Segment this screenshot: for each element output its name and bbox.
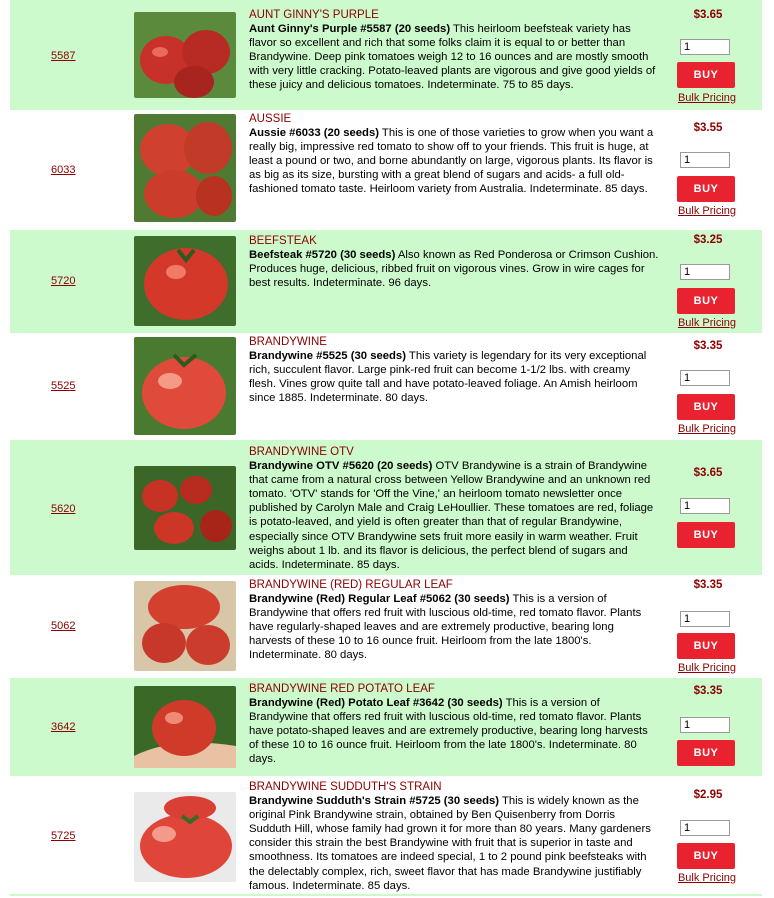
row-divider <box>10 894 762 896</box>
product-name: Aunt Ginny's Purple #5587 (20 seeds) <box>249 23 451 36</box>
product-row <box>10 575 762 678</box>
product-name: Beefsteak #5720 (30 seeds) <box>249 249 396 262</box>
quantity-input[interactable] <box>680 498 730 514</box>
product-row <box>10 440 762 575</box>
quantity-input[interactable] <box>680 152 730 168</box>
buy-button[interactable]: BUY <box>677 522 735 548</box>
sku-link[interactable]: 6033 <box>51 164 76 176</box>
bulk-pricing-link[interactable]: Bulk Pricing <box>677 872 737 884</box>
product-title[interactable]: BRANDYWINE OTV <box>249 446 354 458</box>
bulk-pricing-link[interactable]: Bulk Pricing <box>677 662 737 674</box>
quantity-input[interactable] <box>680 820 730 836</box>
buy-button[interactable]: BUY <box>677 288 735 314</box>
product-name: Brandywine (Red) Potato Leaf #3642 (30 seeds) <box>249 697 503 710</box>
quantity-input[interactable] <box>680 264 730 280</box>
product-name: Brandywine OTV #5620 (20 seeds) <box>249 460 433 473</box>
quantity-input[interactable] <box>680 611 730 627</box>
product-description <box>249 112 659 197</box>
product-description <box>249 335 659 405</box>
product-name: Brandywine (Red) Regular Leaf #5062 (30 seeds) <box>249 593 510 606</box>
sku-link[interactable]: 5720 <box>51 275 76 287</box>
product-title[interactable]: BRANDYWINE RED POTATO LEAF <box>249 683 435 695</box>
sku-link[interactable]: 5525 <box>51 380 76 392</box>
product-description <box>249 445 659 572</box>
buy-button[interactable]: BUY <box>677 740 735 766</box>
price: $3.55 <box>693 122 723 134</box>
description-text: This is one of those varieties to grow when you want a really big, impressive red tomato to show off to your friends. This fruit is huge, at least a pound or two, and borne abundantly on large, vigorous plants. Its flavor is as big as its size, bursting with a great blend of sugars and acids- a full old-fashioned tomato taste. Heirloom variety from Australia. Indeterminate. 85 days. <box>249 127 654 196</box>
sku-link[interactable]: 5062 <box>51 620 76 632</box>
description-text: Also known as Red Ponderosa or Crimson Cushion. Produces huge, delicious, ribbed fruit on vigorous vines. Grow in wire cages for best results. Indeterminate. 96 days. <box>249 249 659 290</box>
buy-button[interactable]: BUY <box>677 843 735 869</box>
bulk-pricing-link[interactable]: Bulk Pricing <box>677 205 737 217</box>
product-title[interactable]: BEEFSTEAK <box>249 235 317 247</box>
quantity-input[interactable] <box>680 370 730 386</box>
product-title[interactable]: BRANDYWINE SUDDUTH'S STRAIN <box>249 781 442 793</box>
product-name: Aussie #6033 (20 seeds) <box>249 127 379 140</box>
product-image[interactable] <box>134 12 236 98</box>
quantity-input[interactable] <box>680 39 730 55</box>
product-description <box>249 780 659 893</box>
price: $2.95 <box>693 789 723 801</box>
product-description <box>249 682 659 767</box>
buy-button[interactable]: BUY <box>677 62 735 88</box>
product-description <box>249 234 659 290</box>
sku-link[interactable]: 5725 <box>51 830 76 842</box>
description-text: This variety is legendary for its very exceptional rich, succulent flavor. Large pink-red fruit can become 1-1/2 lbs. with creamy flesh. Vines grow quite tall and have potato-leaved foliage. An Amish heirloom since 1885. Indeterminate. 80 days. <box>249 350 647 405</box>
price: $3.35 <box>693 579 723 591</box>
product-image[interactable] <box>134 686 236 768</box>
buy-button[interactable]: BUY <box>677 394 735 420</box>
buy-button[interactable]: BUY <box>677 633 735 659</box>
description-text: This heirloom beefsteak variety has flavor so excellent and rich that some folks claim it is equal to or better than Brandywine. Deep pink tomatoes weigh 12 to 16 ounces and are mostly smooth with very little cracking. Potato-leaved plants are vigorous and give good yields of these juicy and delicious tomatoes. Indeterminate. 75 to 85 days. <box>249 23 656 92</box>
bulk-pricing-link[interactable]: Bulk Pricing <box>677 423 737 435</box>
product-description <box>249 8 659 93</box>
product-title[interactable]: AUSSIE <box>249 113 292 125</box>
product-row <box>10 333 762 440</box>
bulk-pricing-link[interactable]: Bulk Pricing <box>677 317 737 329</box>
product-row <box>10 678 762 776</box>
description-text: OTV Brandywine is a strain of Brandywine that came from a natural cross between Yellow Brandywine and an unknown red tomato. 'OTV' stands for 'Off the Vine,' an heirloom tomato newsletter once published by Carolyn Male and Craig LeHoullier. These tomatoes are red, foliage is potato-leaved, and yield is often greater than that of regular Brandywine, especially since OTV Brandywine sets fruit more easily in warm weather. Fruit weighs about 1 lb. and its flavor is delicious, the perfect blend of sugars and acids. Indeterminate. 85 days. <box>249 460 654 571</box>
sku-link[interactable]: 3642 <box>51 721 76 733</box>
buy-button[interactable]: BUY <box>677 176 735 202</box>
price: $3.65 <box>693 467 723 479</box>
product-description <box>249 578 659 663</box>
description-text: This is widely known as the original Pink Brandywine strain, obtained by Ben Quisenberry from Dorris Sudduth Hill, whose family had grown it for more than 80 years. Many gardeners consider this strain the best Brandywine with fruit that is superior in taste and smoothness. Its tomatoes are indeed special, 1 to 2 pound pink beefsteaks with the delectably complex, rich, sweet flavor that has made Brandywine justifiably famous. Indeterminate. 85 days. <box>249 795 651 892</box>
product-row <box>10 0 762 110</box>
product-title[interactable]: BRANDYWINE <box>249 336 327 348</box>
sku-link[interactable]: 5587 <box>51 50 76 62</box>
product-row <box>10 776 762 894</box>
product-name: Brandywine #5525 (30 seeds) <box>249 350 406 363</box>
description-text: This is a version of Brandywine that offers red fruit with luscious old-time, red tomato flavor. Plants have regularly-shaped leaves and are extremely productive, bearing long harvests of these 10 to 16 ounce fruit. Heirloom from the late 1800's. Indeterminate. 80 days. <box>249 593 642 662</box>
sku-link[interactable]: 5620 <box>51 503 76 515</box>
product-title[interactable]: BRANDYWINE (RED) REGULAR LEAF <box>249 579 453 591</box>
product-image[interactable] <box>134 114 236 222</box>
product-image[interactable] <box>134 581 236 671</box>
product-image[interactable] <box>134 236 236 326</box>
product-image[interactable] <box>134 792 236 882</box>
product-title[interactable]: AUNT GINNY'S PURPLE <box>249 9 379 21</box>
bulk-pricing-link[interactable]: Bulk Pricing <box>677 92 737 104</box>
product-row <box>10 110 762 230</box>
product-row <box>10 230 762 333</box>
product-image[interactable] <box>134 466 236 550</box>
price: $3.35 <box>693 685 723 697</box>
product-name: Brandywine Sudduth's Strain #5725 (30 seeds) <box>249 795 500 808</box>
price: $3.35 <box>693 340 723 352</box>
price: $3.25 <box>693 234 723 246</box>
quantity-input[interactable] <box>680 717 730 733</box>
price: $3.65 <box>693 9 723 21</box>
description-text: This is a version of Brandywine that offers red fruit with luscious old-time, red tomato flavor. Plants have potato-shaped leaves and are extremely productive, bearing long harvests of these 10 to 16 ounce fruit. Heirloom from the late 1800's. Indeterminate. 80 days. <box>249 697 648 766</box>
product-image[interactable] <box>134 337 236 435</box>
